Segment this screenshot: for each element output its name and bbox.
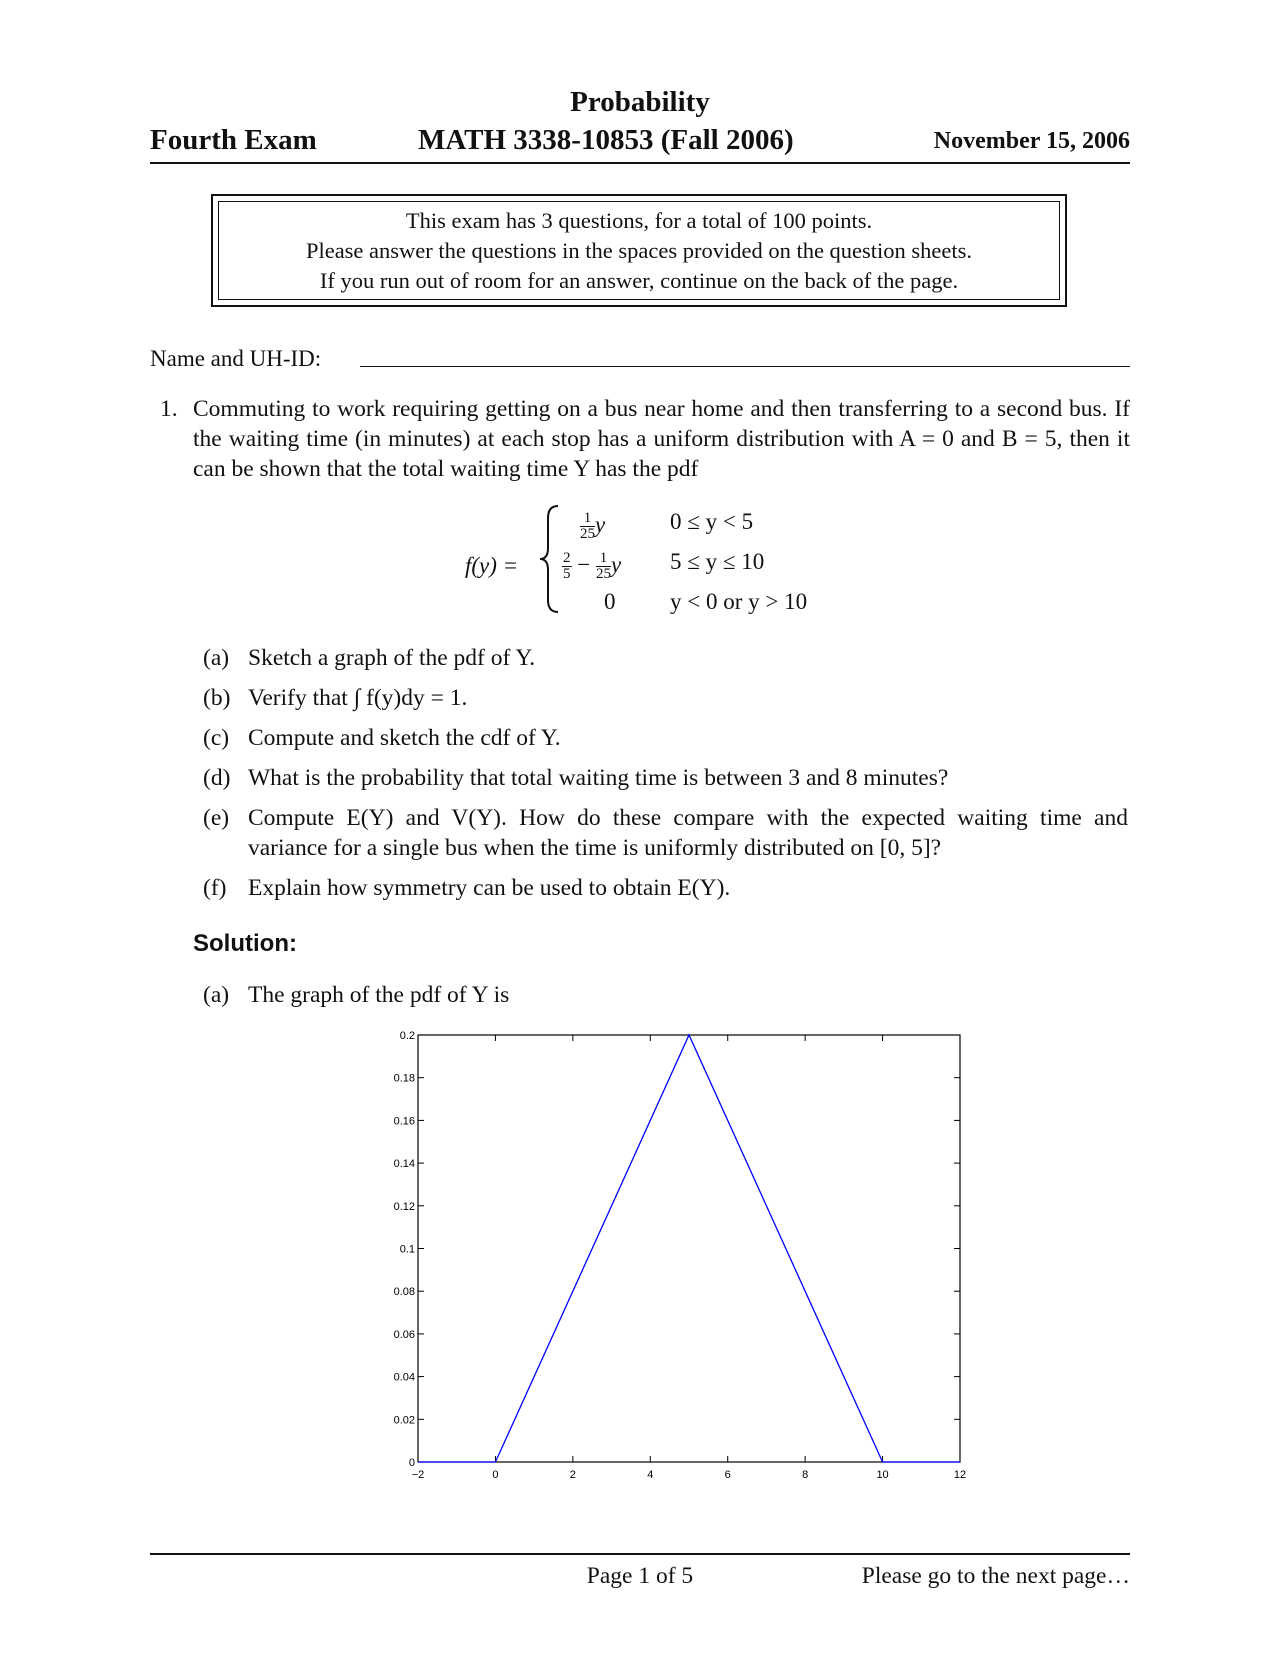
y-tick-label: 0.2 [399,1030,415,1042]
y-tick-label: 0 [408,1457,415,1469]
header-rule [150,162,1130,164]
part-text-b: Verify that ∫ f(y)dy = 1. [248,685,468,711]
exam-title: Fourth Exam [150,124,317,156]
course-title: Probability [570,86,710,118]
pdf-label: f(y) = [465,553,519,578]
x-tick-label: −2 [411,1469,425,1481]
solution-part-label: (a) [203,982,230,1008]
question-number: 1. [160,396,178,422]
course-code: MATH 3338-10853 (Fall 2006) [418,124,794,156]
y-tick-label: 0.16 [393,1115,415,1128]
x-tick-label: 4 [647,1469,654,1481]
part-text-f: Explain how symmetry can be used to obtain E(Y). [248,875,731,901]
solution-heading: Solution: [193,930,297,957]
y-tick-label: 0.02 [393,1414,415,1427]
solution-part-text: The graph of the pdf of Y is [248,982,510,1008]
footer-rule [150,1553,1130,1555]
question-text: Commuting to work requiring getting on a bus near home and then transferring to a second bus. If the waiting time (in minutes) at each stop has a uniform distribution with A = 0 and B = 5, then it can be shown that the total waiting time Y has the pdf [193,396,1130,482]
part-label-b: (b) [203,685,231,711]
y-tick-label: 0.14 [393,1158,415,1171]
left-brace [538,504,562,614]
part-label-d: (d) [203,765,231,791]
instruction-line: Please answer the questions in the spaces provided on the question sheets. [305,238,973,263]
instruction-line: If you run out of room for an answer, continue on the back of the page. [319,268,959,293]
x-tick-label: 8 [802,1469,809,1481]
part-text-e: Compute E(Y) and V(Y). How do these compare with the expected waiting time and variance for a single bus when the time is uniformly distributed on [0, 5]? [248,805,1128,861]
part-label-c: (c) [203,725,230,751]
pdf-case-1-expr: $\frac{1}{25}$ y [580,510,606,542]
instructions-box [211,194,1067,307]
y-tick-label: 0.18 [393,1072,415,1085]
name-label: Name and UH-ID: [150,346,322,371]
x-tick-label: 2 [569,1469,576,1481]
pdf-series-line [418,1035,960,1462]
y-tick-label: 0.1 [399,1243,415,1256]
y-tick-label: 0.04 [393,1371,415,1384]
part-label-e: (e) [203,805,230,831]
part-text-a: Sketch a graph of the pdf of Y. [248,645,536,671]
y-tick-label: 0.12 [393,1200,415,1213]
instruction-line: This exam has 3 questions, for a total of 100 points. [405,208,873,233]
pdf-case-2-expr: $\frac{2}{5}$ − $\frac{1}{25}$ y [563,550,622,582]
x-tick-label: 10 [876,1469,889,1481]
pdf-case-2-cond: 5 ≤ y ≤ 10 [670,549,765,574]
next-page-note: Please go to the next page… [861,1563,1130,1589]
y-tick-label: 0.06 [393,1328,415,1341]
plot-frame [418,1035,960,1462]
part-text-d: What is the probability that total waiting time is between 3 and 8 minutes? [248,765,949,791]
pdf-chart [380,1025,970,1495]
pdf-case-1-cond: 0 ≤ y < 5 [670,509,754,534]
pdf-case-3-expr: 0 [604,589,616,614]
page-number: Page 1 of 5 [586,1563,694,1589]
x-tick-label: 0 [492,1469,499,1481]
part-text-c: Compute and sketch the cdf of Y. [248,725,561,751]
x-tick-label: 6 [724,1469,731,1481]
part-label-f: (f) [203,875,227,901]
x-tick-label: 12 [953,1469,967,1481]
part-label-a: (a) [203,645,230,671]
exam-date: November 15, 2006 [933,128,1130,154]
name-input-line[interactable] [360,366,1130,367]
y-tick-label: 0.08 [393,1286,415,1299]
pdf-case-3-cond: y < 0 or y > 10 [670,589,808,614]
